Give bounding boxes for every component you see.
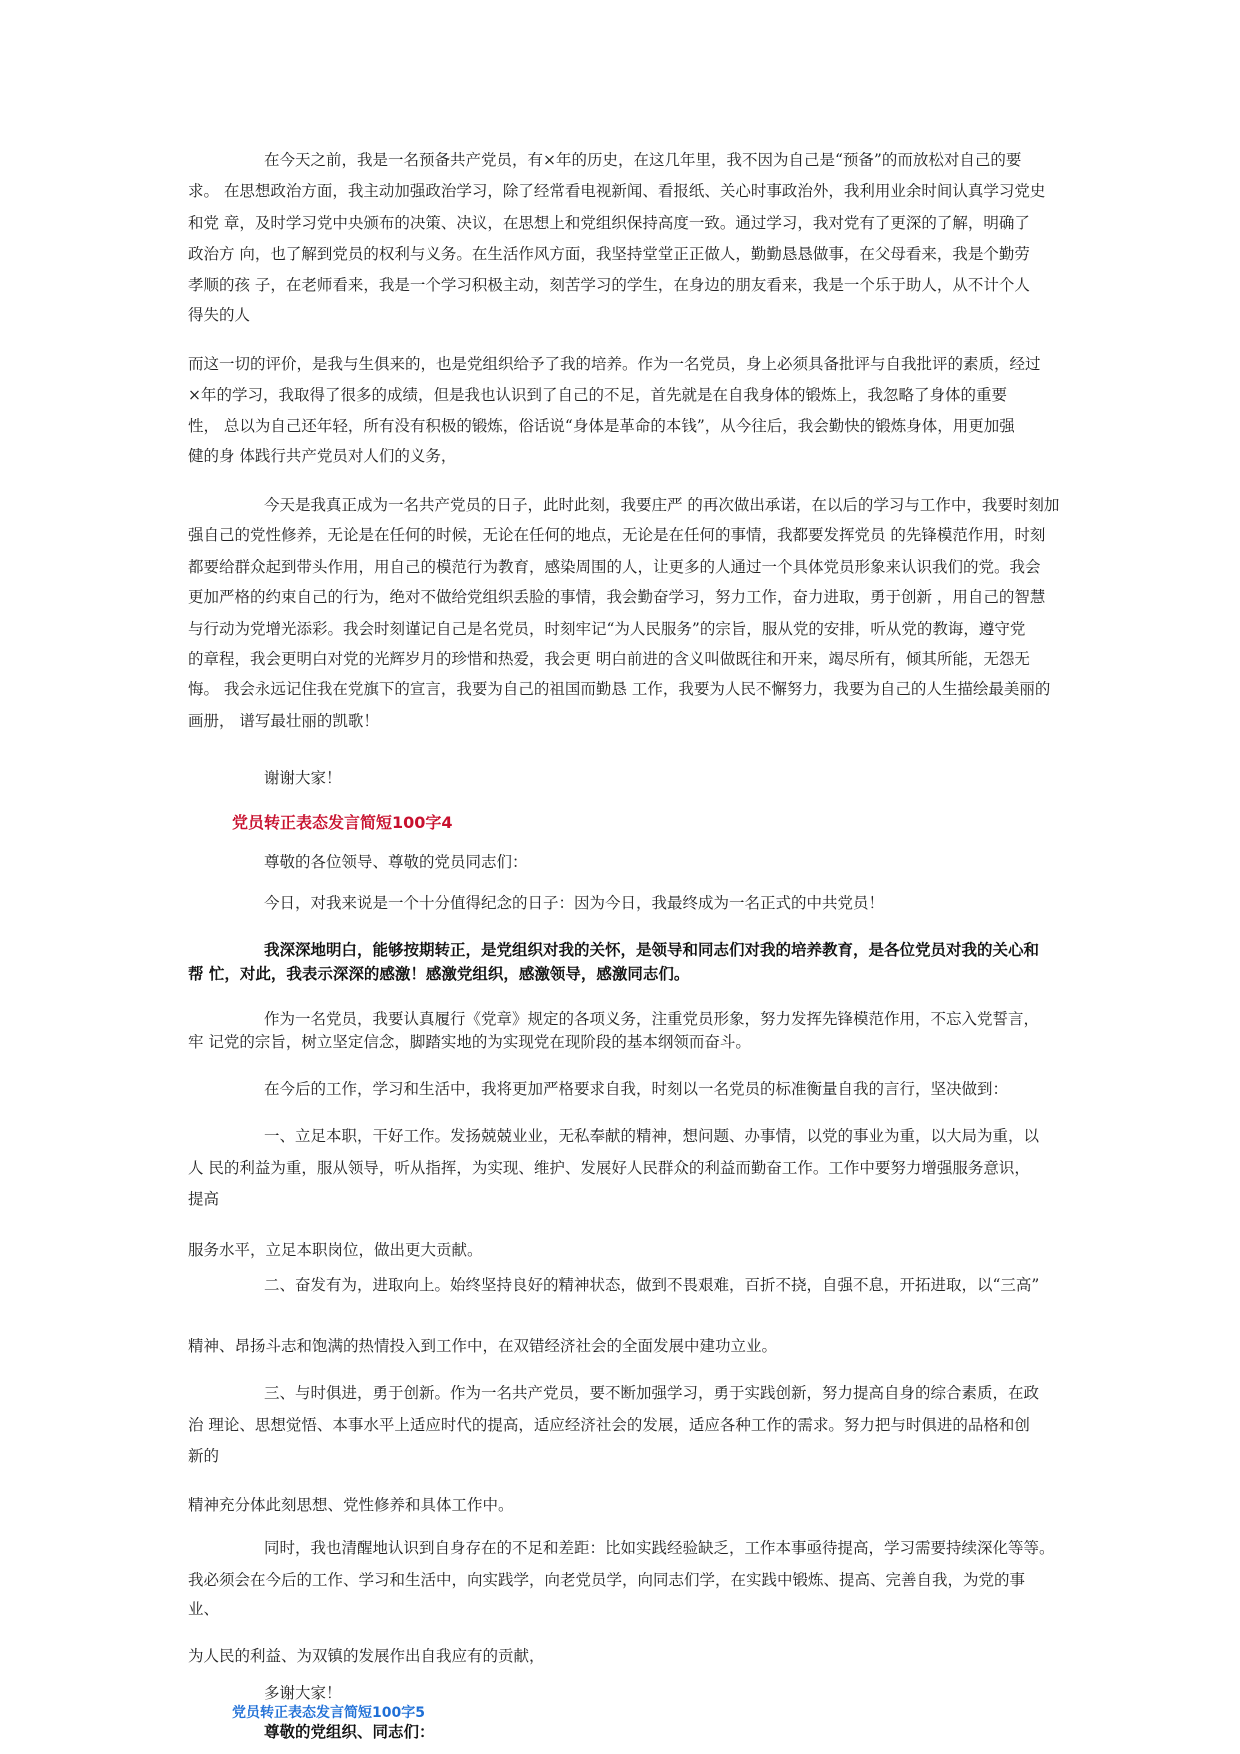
paragraph-line: ×年的学习，我取得了很多的成绩，但是我也认识到了自己的不足，首先就是在自我身体的锻炼上，我忽略了身体的重要 — [188, 386, 1007, 405]
closing-thanks: 多谢大家！ — [264, 1684, 342, 1703]
paragraph-line: 孝顺的孩 子，在老师看来，我是一个学习积极主动，刻苦学习的学生，在身边的朋友看来，我是一个乐于助人，从不计个人 — [188, 276, 1030, 295]
paragraph-line: 求。 在思想政治方面，我主动加强政治学习，除了经常看电视新闻、看报纸、关心时事政治外，我利用业余时间认真学习党史 — [188, 182, 1046, 201]
paragraph-line: 为人民的利益、为双镇的发展作出自我应有的贡献， — [188, 1646, 545, 1665]
paragraph-line: 健的身 体践行共产党员对人们的义务， — [188, 447, 457, 466]
paragraph-line: 同时，我也清醒地认识到自身存在的不足和差距：比如实践经验缺乏，工作本事亟待提高，学习需要持续深化等等。 — [264, 1539, 1055, 1558]
list-item-line: 三、与时俱进，勇于创新。作为一名共产党员，要不断加强学习，勇于实践创新，努力提高自身的综合素质，在政 — [264, 1384, 1040, 1403]
paragraph-line: 今日，对我来说是一个十分值得纪念的日子：因为今日，我最终成为一名正式的中共党员！ — [264, 894, 885, 913]
section-heading: 党员转正表态发言简短100字4 — [232, 812, 453, 832]
paragraph-line: 悔。 我会永远记住我在党旗下的宣言，我要为自己的祖国而勤恳 工作，我要为人民不懈努力，我要为自己的人生描绘最美丽的 — [188, 680, 1051, 699]
paragraph-line: 都要给群众起到带头作用，用自己的模范行为教育，感染周围的人，让更多的人通过一个具体党员形象来认识我们的党。我会 — [188, 557, 1041, 576]
paragraph-line: 更加严格的约束自己的行为，绝对不做给党组织丢脸的事情，我会勤奋学习，努力工作，奋力进取，勇于创新 ，用自己的智慧 — [188, 588, 1046, 607]
paragraph-line: 得失的人 — [188, 305, 251, 324]
list-item-line: 人 民的利益为重，服从领导，听从指挥，为实现、维护、发展好人民群众的利益而勤奋工作。工作中要努力增强服务意识， — [188, 1158, 1030, 1177]
list-item-line: 新的 — [188, 1446, 220, 1465]
paragraph-line: 牢 记党的宗旨，树立坚定信念，脚踏实地的为实现党在现阶段的基本纲领而奋斗。 — [188, 1033, 751, 1052]
closing-thanks: 谢谢大家！ — [264, 768, 342, 787]
greeting: 尊敬的党组织、同志们： — [264, 1723, 435, 1742]
paragraph-line: 画册， 谱写最壮丽的凯歌！ — [188, 711, 379, 730]
list-item-line: 二、奋发有为，进取向上。始终坚持良好的精神状态，做到不畏艰难，百折不挠，自强不息，开拓进取，以“三高” — [264, 1276, 1040, 1295]
list-item-line: 精神、昂扬斗志和饱满的热情投入到工作中，在双错经济社会的全面发展中建功立业。 — [188, 1337, 778, 1356]
list-item-line: 服务水平，立足本职岗位，做出更大贡献。 — [188, 1241, 483, 1260]
paragraph-line: 今天是我真正成为一名共产党员的日子，此时此刻，我要庄严 的再次做出承诺，在以后的学习与工作中，我要时刻加 — [264, 496, 1060, 515]
paragraph-line: 和党 章，及时学习党中央颁布的决策、决议，在思想上和党组织保持高度一致。通过学习，我对党有了更深的了解，明确了 — [188, 213, 1030, 232]
paragraph-line: 与行动为党增光添彩。我会时刻谨记自己是名党员，时刻牢记“为人民服务”的宗旨，服从党的安排，听从党的教诲，遵守党 — [188, 619, 1026, 638]
paragraph-line: 在今后的工作，学习和生活中，我将更加严格要求自我，时刻以一名党员的标准衡量自我的言行，坚决做到： — [264, 1080, 1009, 1099]
list-item-line: 一、立足本职，干好工作。发扬兢兢业业，无私奉献的精神，想问题、办事情，以党的事业为重，以大局为重，以 — [264, 1127, 1040, 1146]
list-item-line: 提高 — [188, 1190, 220, 1209]
paragraph-line: 在今天之前，我是一名预备共产党员，有×年的历史，在这几年里，我不因为自己是“预备”的而放松对自己的要 — [264, 151, 1022, 169]
paragraph-line: 而这一切的评价，是我与生俱来的，也是党组织给予了我的培养。作为一名党员，身上必须具备批评与自我批评的素质，经过 — [188, 354, 1041, 373]
paragraph-line: 性， 总以为自己还年轻，所有没有积极的锻炼，俗话说“身体是革命的本钱”，从今往后，我会勤快的锻炼身体，用更加强 — [188, 416, 1015, 435]
list-item-line: 精神充分体此刻思想、党性修养和具体工作中。 — [188, 1495, 514, 1514]
paragraph-line: 作为一名党员，我要认真履行《党章》规定的各项义务，注重党员形象，努力发挥先锋模范作用，不忘入党誓言， — [264, 1009, 1040, 1028]
paragraph-line: 业、 — [188, 1599, 220, 1618]
bold-paragraph-line: 我深深地明白，能够按期转正，是党组织对我的关怀，是领导和同志们对我的培养教育，是各位党员对我的关心和 — [264, 941, 1040, 960]
paragraph-line: 强自己的党性修养，无论是在任何的时候，无论在任何的地点，无论是在任何的事情，我都要发挥党员 的先锋模范作用，时刻 — [188, 526, 1046, 545]
bold-paragraph-line: 帮 忙，对此，我表示深深的感激！感激党组织，感激领导，感激同志们。 — [188, 964, 690, 983]
section-heading: 党员转正表态发言简短100字5 — [232, 1704, 425, 1721]
list-item-line: 治 理论、思想觉悟、本事水平上适应时代的提高，适应经济社会的发展，适应各种工作的需求。努力把与时俱进的品格和创 — [188, 1415, 1030, 1434]
greeting: 尊敬的各位领导、尊敬的党员同志们： — [264, 852, 528, 871]
paragraph-line: 的章程，我会更明白对党的光辉岁月的珍惜和热爱，我会更 明白前进的含义叫做既往和开来，竭尽所有，倾其所能，无怨无 — [188, 649, 1030, 668]
paragraph-line: 我必须会在今后的工作、学习和生活中，向实践学，向老党员学，向同志们学，在实践中锻炼、提高、完善自我，为党的事 — [188, 1570, 1026, 1589]
paragraph-line: 政治方 向，也了解到党员的权利与义务。在生活作风方面，我坚持堂堂正正做人，勤勤恳恳做事，在父母看来，我是个勤劳 — [188, 245, 1030, 264]
